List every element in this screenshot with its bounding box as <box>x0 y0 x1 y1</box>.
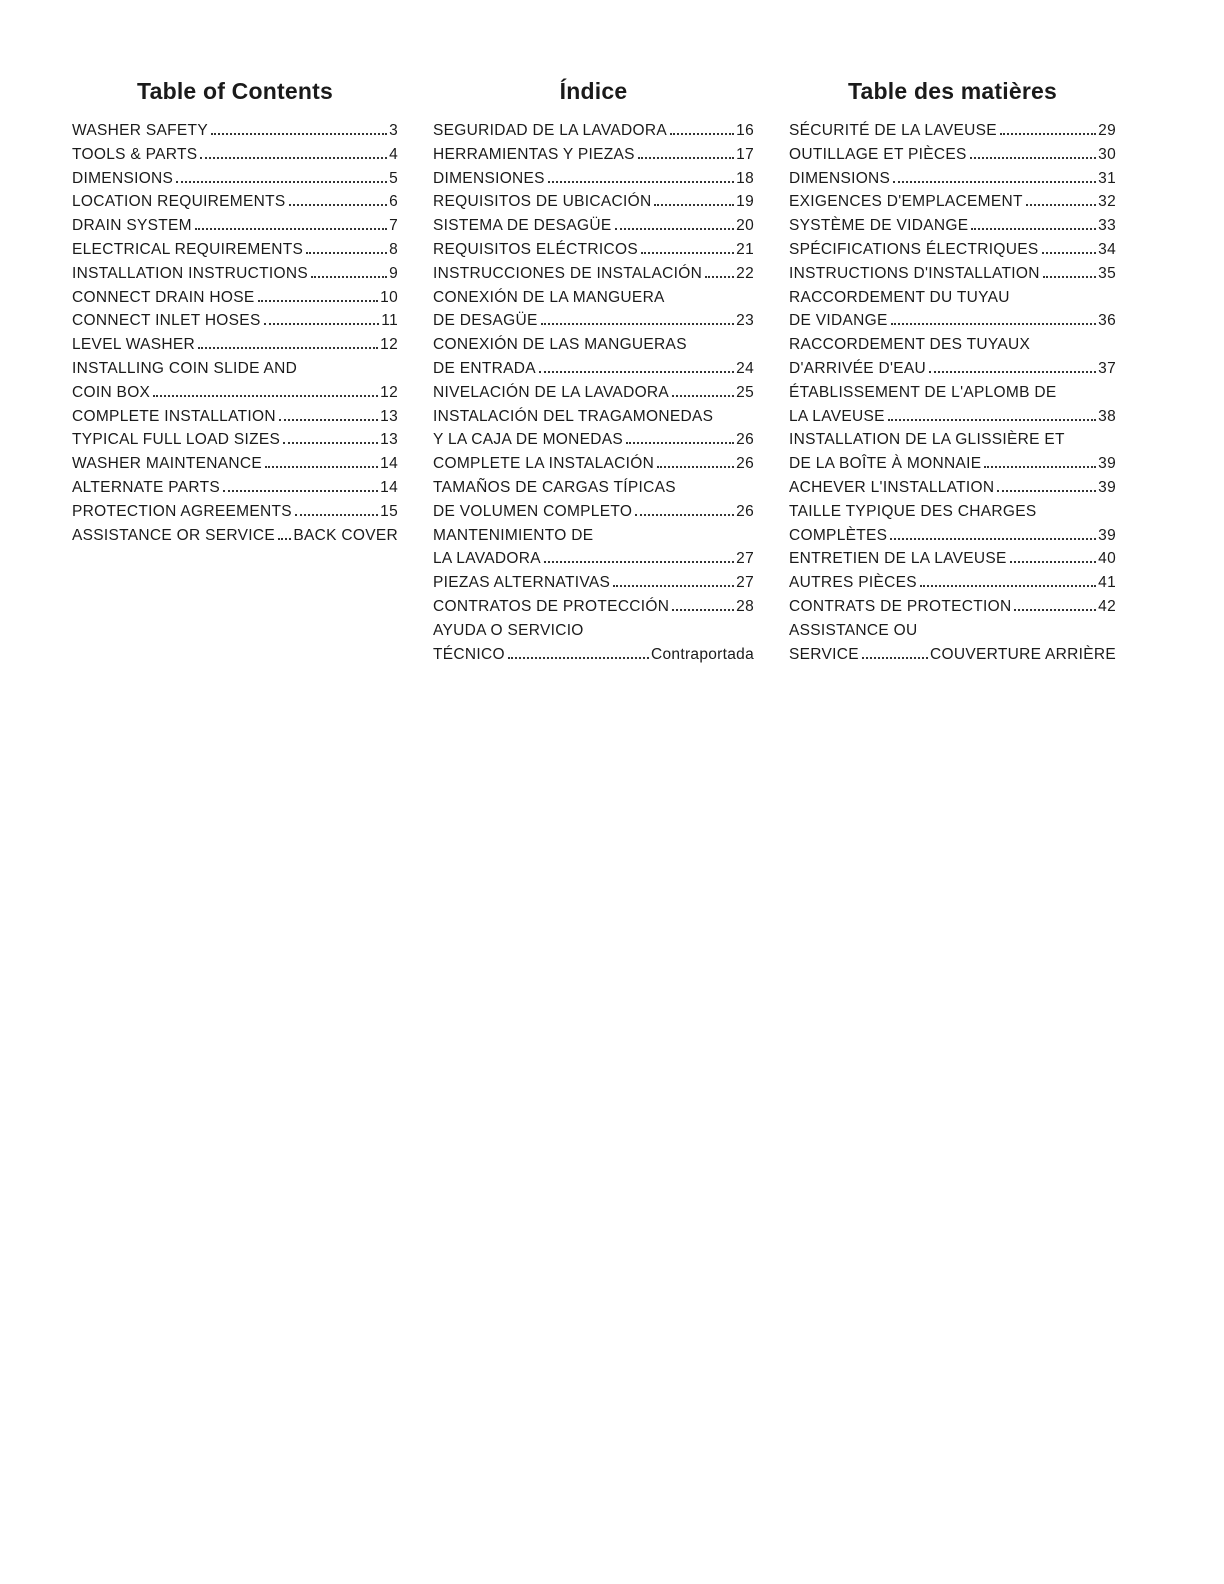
toc-entry-label: ENTRETIEN DE LA LAVEUSE <box>789 550 1007 568</box>
dot-leader <box>890 538 1096 540</box>
toc-entry-page: 11 <box>381 312 398 330</box>
dot-leader <box>997 490 1096 492</box>
toc-entry[interactable] <box>433 190 754 214</box>
toc-entry-label: TÉCNICO <box>433 645 505 663</box>
dot-leader <box>893 181 1096 183</box>
toc-entry-line <box>433 262 754 286</box>
toc-entry[interactable] <box>789 214 1116 238</box>
dot-leader <box>971 228 1096 230</box>
toc-entry-label: LA LAVADORA <box>433 550 541 568</box>
dot-leader <box>1014 609 1096 611</box>
toc-entry-label: HERRAMIENTAS Y PIEZAS <box>433 145 635 163</box>
toc-list <box>789 119 1116 666</box>
toc-entry-line <box>72 405 398 429</box>
toc-entry-line <box>433 381 754 405</box>
toc-entry-page: 38 <box>1098 407 1116 425</box>
toc-entry-page: 26 <box>736 431 754 449</box>
toc-entry-page: BACK COVER <box>293 526 398 544</box>
dot-leader <box>929 371 1096 373</box>
dot-leader <box>1043 276 1096 278</box>
toc-entry[interactable] <box>72 143 398 167</box>
toc-entry-page: 19 <box>736 193 754 211</box>
toc-entry-label: CONTRATS DE PROTECTION <box>789 597 1012 615</box>
dot-leader <box>670 133 734 135</box>
toc-entry-page: 14 <box>380 455 398 473</box>
dot-leader <box>153 395 378 397</box>
toc-entry-line <box>789 214 1116 238</box>
toc-entry[interactable] <box>433 333 754 381</box>
dot-leader <box>283 442 378 444</box>
toc-entry[interactable] <box>789 238 1116 262</box>
toc-entry-label: WASHER MAINTENANCE <box>72 455 262 473</box>
toc-entry-line <box>72 238 398 262</box>
toc-entry[interactable] <box>72 190 398 214</box>
dot-leader <box>638 157 734 159</box>
toc-entry-line <box>789 452 1116 476</box>
toc-entry-line <box>72 309 398 333</box>
toc-entry-page: 35 <box>1098 264 1116 282</box>
toc-entry-page: 31 <box>1098 169 1116 187</box>
toc-entry-page: 15 <box>380 502 398 520</box>
toc-entry-first-line: INSTALACIÓN DEL TRAGAMONEDAS <box>433 407 714 425</box>
dot-leader <box>613 585 734 587</box>
toc-entry-page: 37 <box>1098 359 1116 377</box>
dot-leader <box>626 442 734 444</box>
toc-entry-label: REQUISITOS DE UBICACIÓN <box>433 193 652 211</box>
dot-leader <box>278 538 291 540</box>
dot-leader <box>295 514 378 516</box>
dot-leader <box>705 276 734 278</box>
toc-entry[interactable] <box>72 405 398 429</box>
toc-entry-page: 39 <box>1098 478 1116 496</box>
toc-entry-page: 17 <box>736 145 754 163</box>
toc-entry-first-line: ÉTABLISSEMENT DE L'APLOMB DE <box>789 383 1057 401</box>
toc-entry-label: DE DESAGÜE <box>433 312 538 330</box>
dot-leader <box>1026 204 1096 206</box>
toc-entry-label: ACHEVER L'INSTALLATION <box>789 478 995 496</box>
toc-entry-page: 25 <box>736 383 754 401</box>
dot-leader <box>1000 133 1096 135</box>
dot-leader <box>200 157 387 159</box>
toc-entry-page: 42 <box>1098 597 1116 615</box>
toc-entry[interactable] <box>789 190 1116 214</box>
toc-entry[interactable] <box>789 500 1116 548</box>
toc-entry-page: 28 <box>736 597 754 615</box>
toc-entry-label: AUTRES PIÈCES <box>789 574 917 592</box>
dot-leader <box>311 276 387 278</box>
toc-page <box>0 0 1224 700</box>
toc-entry[interactable] <box>433 119 754 143</box>
toc-entry-line <box>789 143 1116 167</box>
toc-entry[interactable] <box>433 167 754 191</box>
toc-entry-page: 6 <box>389 193 398 211</box>
toc-entry-page: 34 <box>1098 240 1116 258</box>
toc-entry-line <box>789 119 1116 143</box>
toc-entry[interactable] <box>789 333 1116 381</box>
toc-entry-label: COIN BOX <box>72 383 151 401</box>
toc-entry-line <box>72 262 398 286</box>
toc-entry[interactable] <box>433 524 754 572</box>
toc-column-french <box>789 75 1116 666</box>
toc-entry-first-line: CONEXIÓN DE LAS MANGUERAS <box>433 336 687 354</box>
toc-entry-line <box>433 428 754 452</box>
toc-entry-page: 26 <box>736 455 754 473</box>
toc-entry-label: LOCATION REQUIREMENTS <box>72 193 286 211</box>
toc-entry-line <box>789 476 1116 500</box>
toc-entry[interactable] <box>72 476 398 500</box>
toc-entry-label: INSTRUCCIONES DE INSTALACIÓN <box>433 264 703 282</box>
toc-entry-first-line: CONEXIÓN DE LA MANGUERA <box>433 288 665 306</box>
dot-leader <box>306 252 387 254</box>
toc-entry[interactable] <box>433 452 754 476</box>
toc-entry-page: 3 <box>389 122 398 139</box>
dot-leader <box>635 514 734 516</box>
toc-entry-label: SISTEMA DE DESAGÜE <box>433 217 612 235</box>
toc-entry[interactable] <box>789 476 1116 500</box>
toc-entry[interactable] <box>789 619 1116 667</box>
toc-entry[interactable] <box>433 405 754 453</box>
toc-entry-line <box>433 190 754 214</box>
toc-entry-label: DIMENSIONES <box>433 169 545 187</box>
toc-entry[interactable] <box>789 143 1116 167</box>
toc-entry-label: DIMENSIONS <box>789 169 891 187</box>
toc-entry-page: 7 <box>389 217 398 235</box>
dot-leader <box>539 371 734 373</box>
toc-entry-label: LA LAVEUSE <box>789 407 885 425</box>
toc-entry-line <box>433 214 754 238</box>
toc-entry-label: DE ENTRADA <box>433 359 536 377</box>
toc-entry-label: DRAIN SYSTEM <box>72 217 192 235</box>
toc-entry-line <box>72 452 398 476</box>
toc-entry-label: SÉCURITÉ DE LA LAVEUSE <box>789 122 997 139</box>
toc-entry-line <box>789 571 1116 595</box>
toc-entry-page: 9 <box>389 264 398 282</box>
dot-leader <box>279 419 378 421</box>
toc-entry-page: 13 <box>380 431 398 449</box>
toc-entry-page: 18 <box>736 169 754 187</box>
toc-entry-label: SPÉCIFICATIONS ÉLECTRIQUES <box>789 240 1039 258</box>
toc-entry[interactable] <box>433 595 754 619</box>
toc-entry-label: PROTECTION AGREEMENTS <box>72 502 292 520</box>
toc-entry-first-line: INSTALLING COIN SLIDE AND <box>72 359 298 377</box>
toc-entry-page: 27 <box>736 574 754 592</box>
dot-leader <box>672 395 734 397</box>
toc-entry-label: ELECTRICAL REQUIREMENTS <box>72 240 304 258</box>
toc-entry-line <box>789 405 1116 429</box>
toc-entry-page: 13 <box>380 407 398 425</box>
toc-entry-line <box>72 190 398 214</box>
toc-entry[interactable] <box>72 428 398 452</box>
dot-leader <box>541 323 735 325</box>
toc-entry-line <box>433 167 754 191</box>
dot-leader <box>654 204 734 206</box>
dot-leader <box>862 657 928 659</box>
toc-entry-first-line: TAMAÑOS DE CARGAS TÍPICAS <box>433 478 676 496</box>
toc-entry-line <box>433 547 754 571</box>
toc-entry[interactable] <box>72 524 398 548</box>
dot-leader <box>258 300 379 302</box>
toc-entry-label: TOOLS & PARTS <box>72 145 198 163</box>
dot-leader <box>508 657 649 659</box>
toc-entry-label: D'ARRIVÉE D'EAU <box>789 359 927 377</box>
toc-entry-label: Y LA CAJA DE MONEDAS <box>433 431 624 449</box>
toc-entry-label: DE VIDANGE <box>789 312 888 330</box>
toc-entry-line <box>789 357 1116 381</box>
toc-entry-line <box>789 190 1116 214</box>
toc-entry-line <box>433 357 754 381</box>
dot-leader <box>176 181 387 183</box>
toc-entry-page: 36 <box>1098 312 1116 330</box>
toc-list <box>433 119 754 666</box>
toc-entry-line <box>72 381 398 405</box>
toc-entry-first-line: AYUDA O SERVICIO <box>433 621 584 639</box>
dot-leader <box>223 490 378 492</box>
toc-entry-first-line: MANTENIMIENTO DE <box>433 526 594 544</box>
toc-entry-line <box>789 309 1116 333</box>
toc-entry[interactable] <box>72 357 398 405</box>
dot-leader <box>672 609 734 611</box>
toc-entry-label: EXIGENCES D'EMPLACEMENT <box>789 193 1023 211</box>
toc-entry-line <box>789 643 1116 667</box>
toc-entry-line <box>433 119 754 143</box>
toc-entry-page: Contraportada <box>651 645 754 663</box>
toc-entry-page: 14 <box>380 478 398 496</box>
toc-entry[interactable] <box>433 143 754 167</box>
toc-entry-page: 39 <box>1098 455 1116 473</box>
toc-entry-page: 30 <box>1098 145 1116 163</box>
toc-list <box>72 119 398 547</box>
toc-entry-page: 41 <box>1098 574 1116 592</box>
toc-entry-line <box>433 238 754 262</box>
toc-entry-line <box>789 262 1116 286</box>
toc-entry-page: 39 <box>1098 526 1116 544</box>
dot-leader <box>544 561 734 563</box>
toc-entry-page: 5 <box>389 169 398 187</box>
toc-entry-label: NIVELACIÓN DE LA LAVADORA <box>433 383 670 401</box>
toc-entry-label: REQUISITOS ELÉCTRICOS <box>433 240 638 258</box>
toc-entry-page: 16 <box>736 122 754 139</box>
dot-leader <box>641 252 734 254</box>
toc-entry-line <box>72 524 398 548</box>
toc-entry-line <box>72 428 398 452</box>
toc-entry[interactable] <box>433 619 754 667</box>
toc-entry-label: DE LA BOÎTE À MONNAIE <box>789 455 982 473</box>
toc-entry-page: 10 <box>380 288 398 306</box>
dot-leader <box>264 323 380 325</box>
toc-entry[interactable] <box>789 595 1116 619</box>
toc-entry-label: ASSISTANCE OR SERVICE <box>72 526 275 544</box>
toc-entry-label: PIEZAS ALTERNATIVAS <box>433 574 611 592</box>
toc-entry-line <box>433 309 754 333</box>
toc-entry-line <box>789 524 1116 548</box>
toc-entry-label: COMPLÈTES <box>789 526 888 544</box>
toc-entry-label: SYSTÈME DE VIDANGE <box>789 217 969 235</box>
toc-entry[interactable] <box>433 238 754 262</box>
toc-entry-line <box>433 500 754 524</box>
toc-entry-line <box>433 595 754 619</box>
toc-entry[interactable] <box>72 309 398 333</box>
toc-entry-line <box>72 500 398 524</box>
toc-entry-label: DE VOLUMEN COMPLETO <box>433 502 633 520</box>
dot-leader <box>615 228 735 230</box>
dot-leader <box>970 157 1096 159</box>
toc-entry[interactable] <box>72 452 398 476</box>
toc-entry-line <box>72 286 398 310</box>
column-title: Table of Contents <box>137 78 333 104</box>
toc-entry-label: COMPLETE LA INSTALACIÓN <box>433 455 655 473</box>
toc-entry-first-line: RACCORDEMENT DU TUYAU <box>789 288 1010 306</box>
toc-entry[interactable] <box>433 262 754 286</box>
toc-entry-line <box>72 143 398 167</box>
dot-leader <box>1042 252 1097 254</box>
toc-entry-first-line: INSTALLATION DE LA GLISSIÈRE ET <box>789 431 1065 449</box>
dot-leader <box>198 347 378 349</box>
toc-entry-page: 4 <box>389 145 398 163</box>
toc-entry-first-line: ASSISTANCE OU <box>789 621 918 639</box>
toc-entry-page: 12 <box>380 336 398 354</box>
toc-entry[interactable] <box>433 286 754 334</box>
toc-entry-line <box>789 167 1116 191</box>
toc-entry-label: INSTALLATION INSTRUCTIONS <box>72 264 309 282</box>
toc-entry-page: 26 <box>736 502 754 520</box>
toc-entry-label: OUTILLAGE ET PIÈCES <box>789 145 967 163</box>
toc-entry[interactable] <box>72 333 398 357</box>
toc-entry-page: 33 <box>1098 217 1116 235</box>
toc-entry-line <box>72 476 398 500</box>
toc-entry-label: ALTERNATE PARTS <box>72 478 221 496</box>
toc-entry-page: 23 <box>736 312 754 330</box>
dot-leader <box>891 323 1097 325</box>
toc-entry-page: 8 <box>389 240 398 258</box>
toc-entry-page: 27 <box>736 550 754 568</box>
toc-entry-line <box>72 167 398 191</box>
toc-entry-label: DIMENSIONS <box>72 169 174 187</box>
toc-entry-line <box>72 119 398 143</box>
toc-entry[interactable] <box>72 286 398 310</box>
toc-entry-page: 29 <box>1098 122 1116 139</box>
toc-entry[interactable] <box>789 571 1116 595</box>
toc-column-spanish <box>433 75 754 666</box>
toc-entry-label: SERVICE <box>789 645 859 663</box>
toc-entry[interactable] <box>72 262 398 286</box>
toc-entry-line <box>72 214 398 238</box>
dot-leader <box>548 181 734 183</box>
toc-entry[interactable] <box>433 214 754 238</box>
toc-entry-line <box>433 643 754 667</box>
toc-entry[interactable] <box>72 119 398 143</box>
toc-entry-line <box>789 547 1116 571</box>
toc-entry-label: CONNECT DRAIN HOSE <box>72 288 255 306</box>
toc-entry[interactable] <box>789 262 1116 286</box>
dot-leader <box>984 466 1096 468</box>
toc-entry[interactable] <box>72 500 398 524</box>
toc-entry-line <box>789 238 1116 262</box>
column-title: Table des matières <box>848 78 1057 104</box>
dot-leader <box>195 228 387 230</box>
toc-entry[interactable] <box>789 428 1116 476</box>
toc-entry[interactable] <box>789 167 1116 191</box>
toc-entry-label: INSTRUCTIONS D'INSTALLATION <box>789 264 1040 282</box>
column-title: Índice <box>559 78 628 104</box>
toc-entry-line <box>433 571 754 595</box>
toc-entry[interactable] <box>433 381 754 405</box>
dot-leader <box>211 133 387 135</box>
toc-entry-label: LEVEL WASHER <box>72 336 196 354</box>
dot-leader <box>289 204 388 206</box>
toc-entry-label: CONTRATOS DE PROTECCIÓN <box>433 597 670 615</box>
toc-entry[interactable] <box>72 214 398 238</box>
toc-entry[interactable] <box>433 571 754 595</box>
toc-entry-line <box>433 452 754 476</box>
toc-entry-line <box>72 333 398 357</box>
toc-entry[interactable] <box>789 119 1116 143</box>
toc-entry-page: 32 <box>1098 193 1116 211</box>
toc-column-english <box>72 75 398 547</box>
toc-entry-label: TYPICAL FULL LOAD SIZES <box>72 431 281 449</box>
dot-leader <box>888 419 1096 421</box>
toc-entry[interactable] <box>72 167 398 191</box>
dot-leader <box>920 585 1096 587</box>
toc-entry-label: SEGURIDAD DE LA LAVADORA <box>433 122 668 139</box>
toc-entry[interactable] <box>789 547 1116 571</box>
toc-entry-page: 40 <box>1098 550 1116 568</box>
toc-entry-page: 12 <box>380 383 398 401</box>
dot-leader <box>1010 561 1097 563</box>
toc-entry-line <box>789 595 1116 619</box>
dot-leader <box>657 466 734 468</box>
toc-entry[interactable] <box>433 476 754 524</box>
toc-entry-page: 22 <box>736 264 754 282</box>
toc-entry-label: COMPLETE INSTALLATION <box>72 407 276 425</box>
toc-entry[interactable] <box>789 381 1116 429</box>
toc-entry-page: 21 <box>736 240 754 258</box>
toc-entry-label: CONNECT INLET HOSES <box>72 312 261 330</box>
toc-entry-label: WASHER SAFETY <box>72 122 208 139</box>
toc-entry-page: 20 <box>736 217 754 235</box>
toc-entry-page: COUVERTURE ARRIÈRE <box>930 645 1116 663</box>
toc-entry[interactable] <box>72 238 398 262</box>
toc-entry-page: 24 <box>736 359 754 377</box>
dot-leader <box>265 466 378 468</box>
toc-entry-first-line: RACCORDEMENT DES TUYAUX <box>789 336 1031 354</box>
toc-entry-first-line: TAILLE TYPIQUE DES CHARGES <box>789 502 1037 520</box>
toc-entry-line <box>433 143 754 167</box>
toc-entry[interactable] <box>789 286 1116 334</box>
